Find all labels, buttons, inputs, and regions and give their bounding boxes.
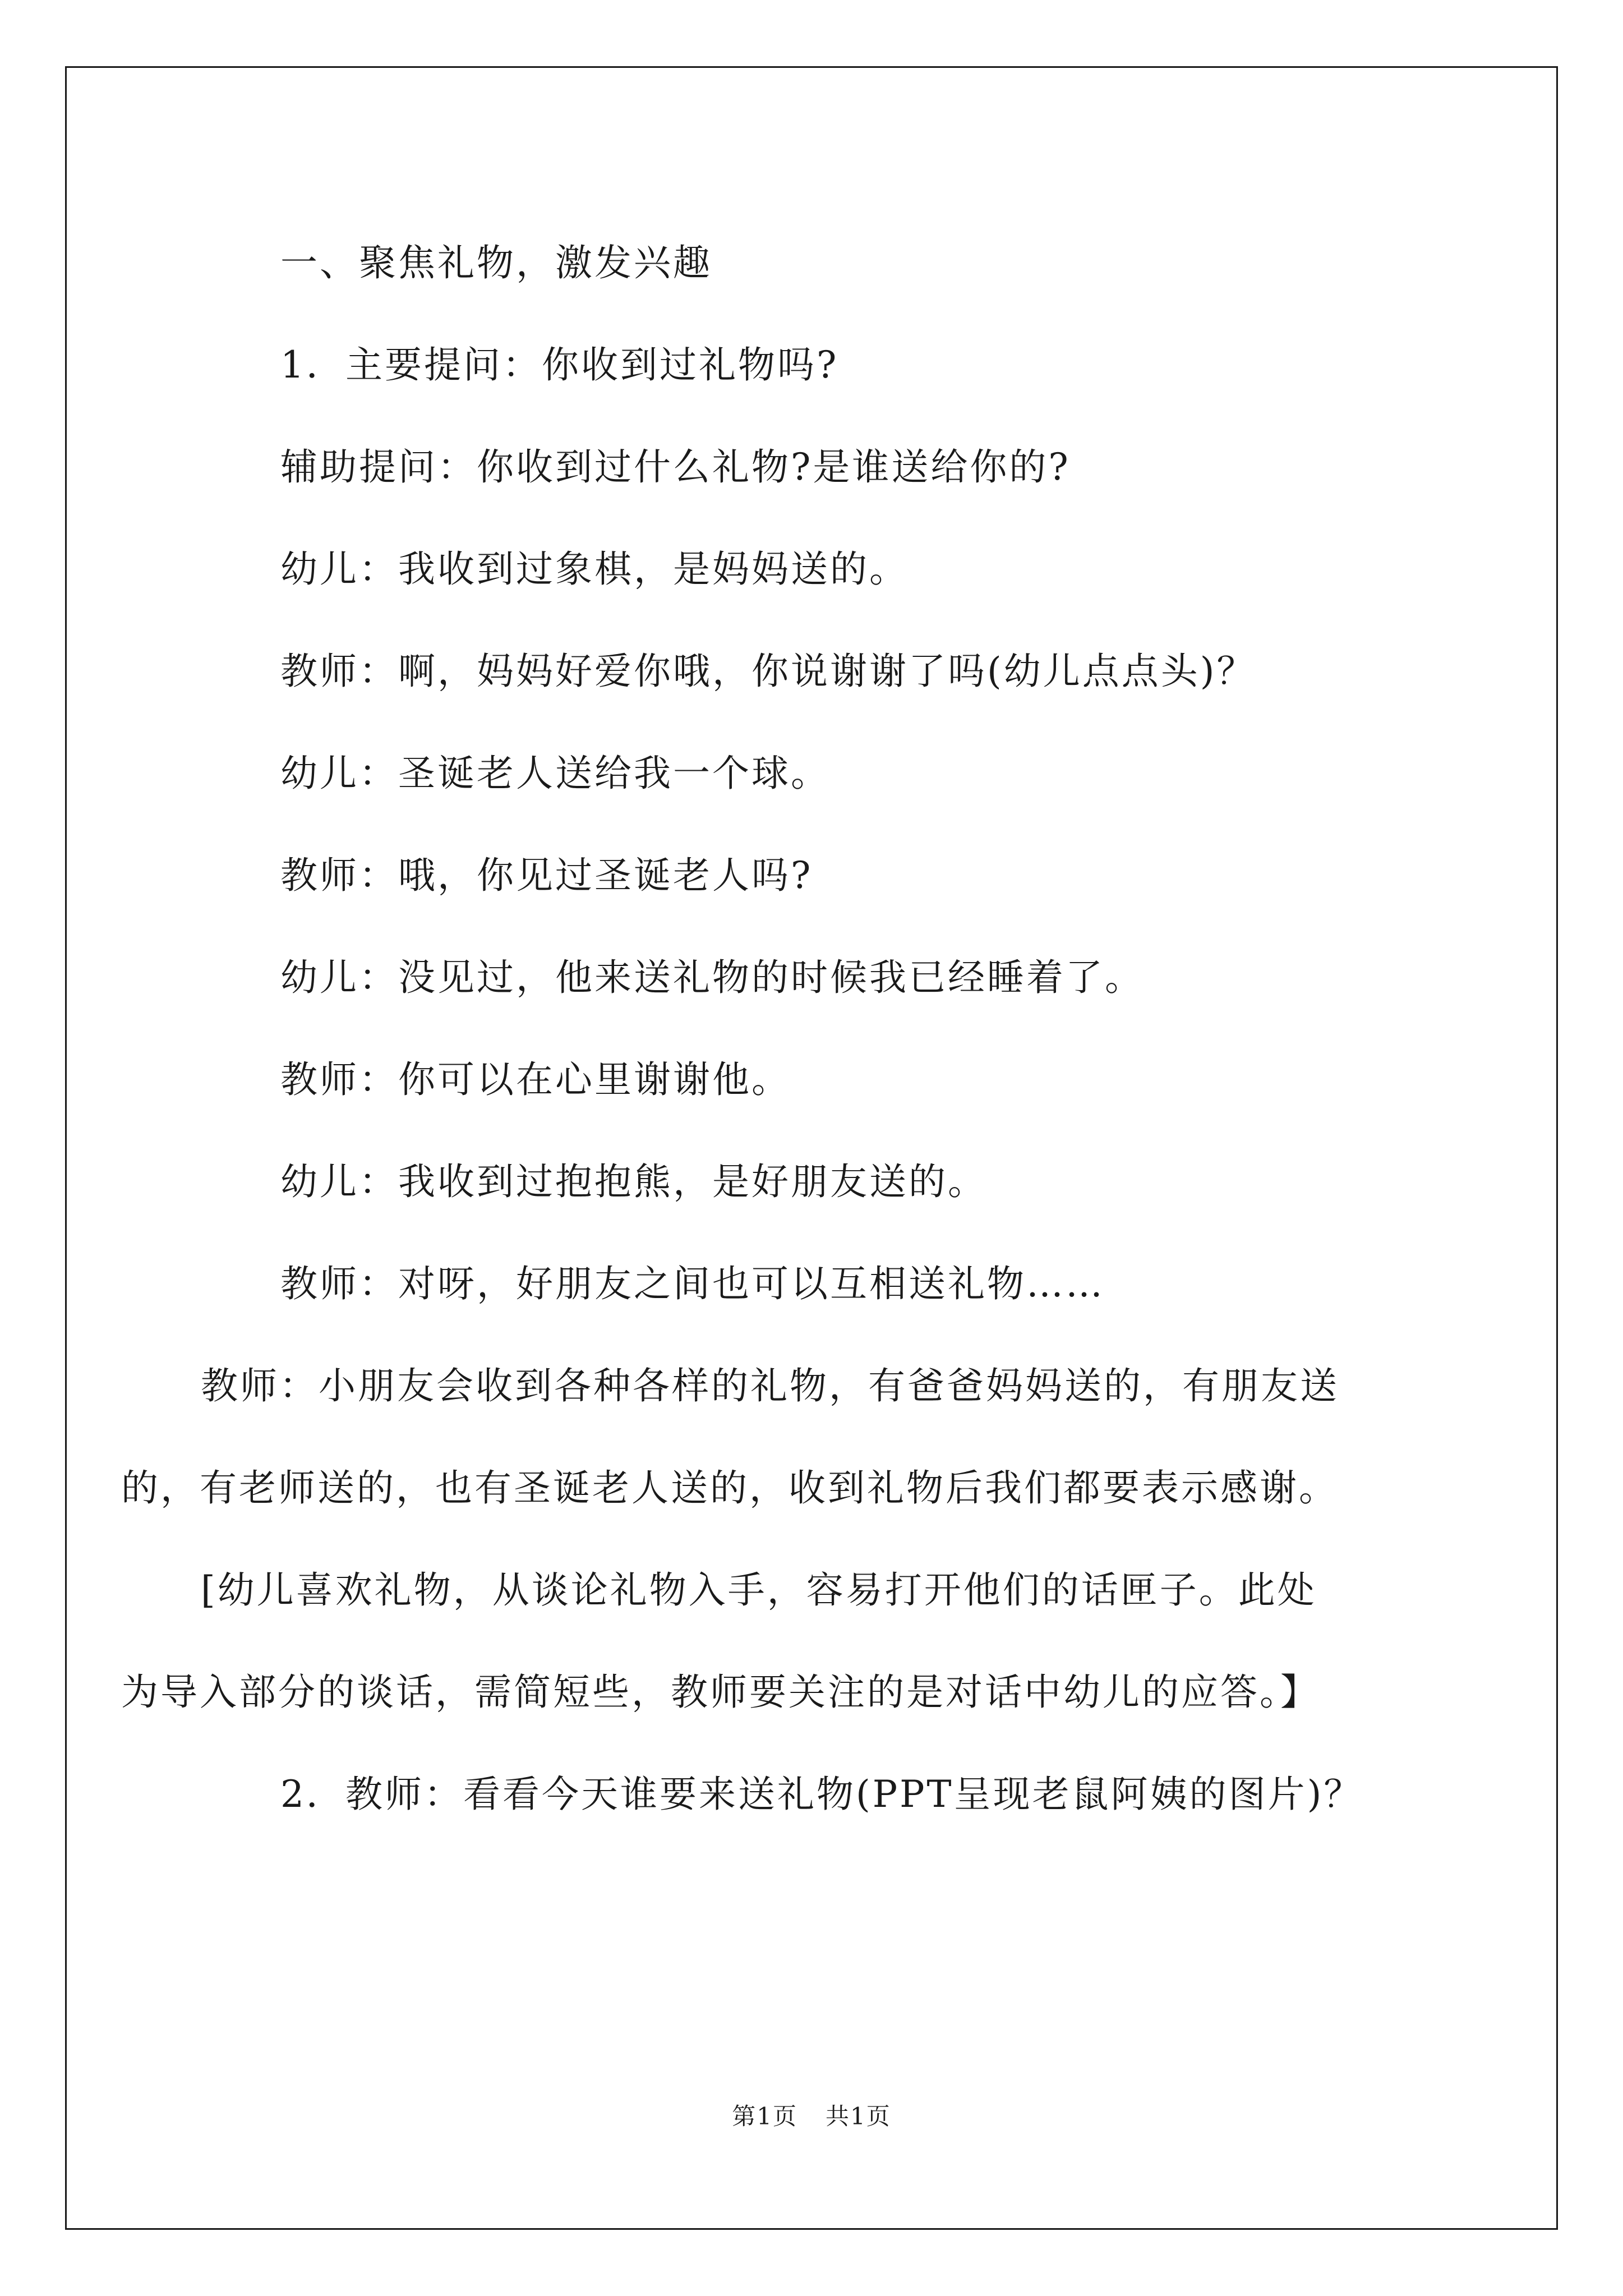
paragraph: 幼儿：没见过，他来送礼物的时候我已经睡着了。 bbox=[280, 956, 1144, 999]
page-footer bbox=[0, 2098, 1623, 2132]
page-total: 共1页 bbox=[826, 2102, 891, 2130]
paragraph: 辅助提问：你收到过什么礼物?是谁送给你的? bbox=[280, 445, 1071, 489]
paragraph: 教师：你可以在心里谢谢他。 bbox=[280, 1058, 791, 1101]
paragraph: 幼儿：圣诞老人送给我一个球。 bbox=[280, 752, 830, 795]
paragraph: 教师：对呀，好朋友之间也可以互相送礼物…… bbox=[280, 1262, 1105, 1305]
paragraph: 教师：小朋友会收到各种各样的礼物，有爸爸妈妈送的，有朋友送的，有老师送的，也有圣诞老人送的，收到礼物后我们都要表示感谢。 bbox=[121, 1364, 1339, 1510]
section-heading: 一、聚焦礼物，激发兴趣 bbox=[280, 241, 712, 284]
paragraph: 1．主要提问：你收到过礼物吗? bbox=[280, 343, 839, 386]
paragraph: 2．教师：看看今天谁要来送礼物(PPT呈现老鼠阿姨的图片)？ bbox=[280, 1773, 1363, 1816]
paragraph: 教师：啊，妈妈好爱你哦，你说谢谢了吗(幼儿点点头)？ bbox=[280, 650, 1256, 693]
document-body bbox=[121, 212, 1435, 1846]
page-number: 第1页 bbox=[732, 2102, 797, 2130]
paragraph: 教师：哦，你见过圣诞老人吗? bbox=[280, 854, 813, 897]
paragraph: 幼儿：我收到过象棋，是妈妈送的。 bbox=[280, 547, 909, 591]
paragraph-note: [幼儿喜欢礼物，从谈论礼物入手，容易打开他们的话匣子。此处为导入部分的谈话，需简短些，教师要关注的是对话中幼儿的应答。】 bbox=[121, 1568, 1320, 1714]
paragraph: 幼儿：我收到过抱抱熊，是好朋友送的。 bbox=[280, 1160, 987, 1203]
